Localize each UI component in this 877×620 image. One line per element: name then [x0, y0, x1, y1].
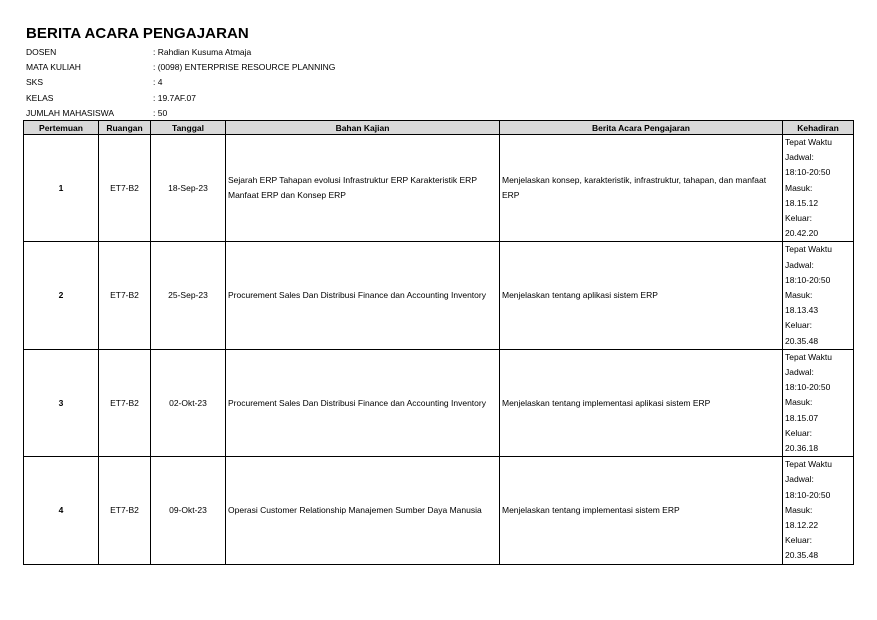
cell-ruangan: ET7-B2: [99, 242, 151, 349]
info-row-sks: [26, 75, 335, 90]
cell-kehadiran: [783, 457, 854, 564]
cell-ruangan: ET7-B2: [99, 457, 151, 564]
schedule-time: 18:10-20:50: [785, 167, 831, 178]
attendance-status: Tepat Waktu: [785, 244, 832, 255]
cell-berita-acara: Menjelaskan tentang aplikasi sistem ERP: [500, 242, 783, 349]
teaching-record-table: [23, 120, 854, 565]
cell-tanggal: 09-Okt-23: [151, 457, 226, 564]
schedule-label: Jadwal:: [785, 259, 814, 270]
header-berita-acara: Berita Acara Pengajaran: [500, 121, 783, 135]
header-ruangan: Ruangan: [99, 121, 151, 135]
schedule-label: Jadwal:: [785, 367, 814, 378]
info-label: SKS: [26, 77, 44, 88]
cell-kehadiran: [783, 349, 854, 456]
schedule-time: 18:10-20:50: [785, 382, 831, 393]
cell-pertemuan: 3: [24, 349, 99, 456]
cell-bahan-kajian: Sejarah ERP Tahapan evolusi Infrastruktur ERP Karakteristik ERP Manfaat ERP dan Konsep ERP: [226, 135, 500, 242]
table-row: [24, 135, 854, 242]
header-pertemuan: Pertemuan: [24, 121, 99, 135]
info-label: JUMLAH MAHASISWA: [26, 107, 115, 118]
check-in-time: 18.15.12: [785, 197, 819, 208]
cell-ruangan: ET7-B2: [99, 135, 151, 242]
info-label: KELAS: [26, 92, 54, 103]
schedule-label: Jadwal:: [785, 152, 814, 163]
cell-pertemuan: 4: [24, 457, 99, 564]
info-label: DOSEN: [26, 47, 57, 57]
document-title: BERITA ACARA PENGAJARAN: [26, 25, 249, 42]
check-out-label: Keluar:: [785, 320, 812, 331]
cell-kehadiran: [783, 242, 854, 349]
cell-pertemuan: 2: [24, 242, 99, 349]
info-value: : 50: [153, 107, 168, 118]
cell-tanggal: 25-Sep-23: [151, 242, 226, 349]
header-bahan-kajian: Bahan Kajian: [226, 121, 500, 135]
cell-tanggal: 02-Okt-23: [151, 349, 226, 456]
table-header-row: [24, 121, 854, 135]
check-in-label: Masuk:: [785, 290, 813, 301]
info-row-kelas: [26, 91, 335, 106]
attendance-status: Tepat Waktu: [785, 459, 832, 470]
info-row-dosen: [26, 45, 335, 60]
check-out-time: 20.36.18: [785, 443, 819, 454]
check-out-time: 20.35.48: [785, 335, 819, 346]
info-value: : (0098) ENTERPRISE RESOURCE PLANNING: [153, 62, 336, 73]
info-row-jumlah-mahasiswa: [26, 106, 335, 121]
cell-bahan-kajian: Procurement Sales Dan Distribusi Finance dan Accounting Inventory: [226, 349, 500, 456]
cell-ruangan: ET7-B2: [99, 349, 151, 456]
table-row: [24, 349, 854, 456]
attendance-status: Tepat Waktu: [785, 137, 832, 147]
check-in-time: 18.12.22: [785, 520, 819, 531]
table-row: [24, 242, 854, 349]
cell-berita-acara: Menjelaskan konsep, karakteristik, infrastruktur, tahapan, dan manfaat ERP: [500, 135, 783, 242]
info-row-mata-kuliah: [26, 60, 335, 75]
check-out-label: Keluar:: [785, 213, 812, 224]
cell-tanggal: 18-Sep-23: [151, 135, 226, 242]
cell-berita-acara: Menjelaskan tentang implementasi aplikasi sistem ERP: [500, 349, 783, 456]
course-info: [26, 45, 335, 121]
check-in-time: 18.15.07: [785, 412, 819, 423]
schedule-time: 18:10-20:50: [785, 489, 831, 500]
attendance-status: Tepat Waktu: [785, 351, 832, 362]
check-out-label: Keluar:: [785, 427, 812, 438]
info-label: MATA KULIAH: [26, 62, 81, 73]
cell-kehadiran: [783, 135, 854, 242]
check-in-time: 18.13.43: [785, 305, 819, 316]
header-tanggal: Tanggal: [151, 121, 226, 135]
cell-pertemuan: 1: [24, 135, 99, 242]
check-out-time: 20.42.20: [785, 228, 819, 239]
table-row: [24, 457, 854, 564]
info-value: : 19.7AF.07: [153, 92, 197, 103]
check-out-time: 20.35.48: [785, 550, 819, 561]
cell-bahan-kajian: Procurement Sales Dan Distribusi Finance dan Accounting Inventory: [226, 242, 500, 349]
info-value: : 4: [153, 77, 163, 88]
check-in-label: Masuk:: [785, 182, 813, 193]
info-value: : Rahdian Kusuma Atmaja: [153, 47, 252, 57]
check-out-label: Keluar:: [785, 535, 812, 546]
check-in-label: Masuk:: [785, 504, 813, 515]
schedule-label: Jadwal:: [785, 474, 814, 485]
schedule-time: 18:10-20:50: [785, 274, 831, 285]
check-in-label: Masuk:: [785, 397, 813, 408]
header-kehadiran: Kehadiran: [783, 121, 854, 135]
cell-berita-acara: Menjelaskan tentang implementasi sistem ERP: [500, 457, 783, 564]
cell-bahan-kajian: Operasi Customer Relationship Manajemen Sumber Daya Manusia: [226, 457, 500, 564]
